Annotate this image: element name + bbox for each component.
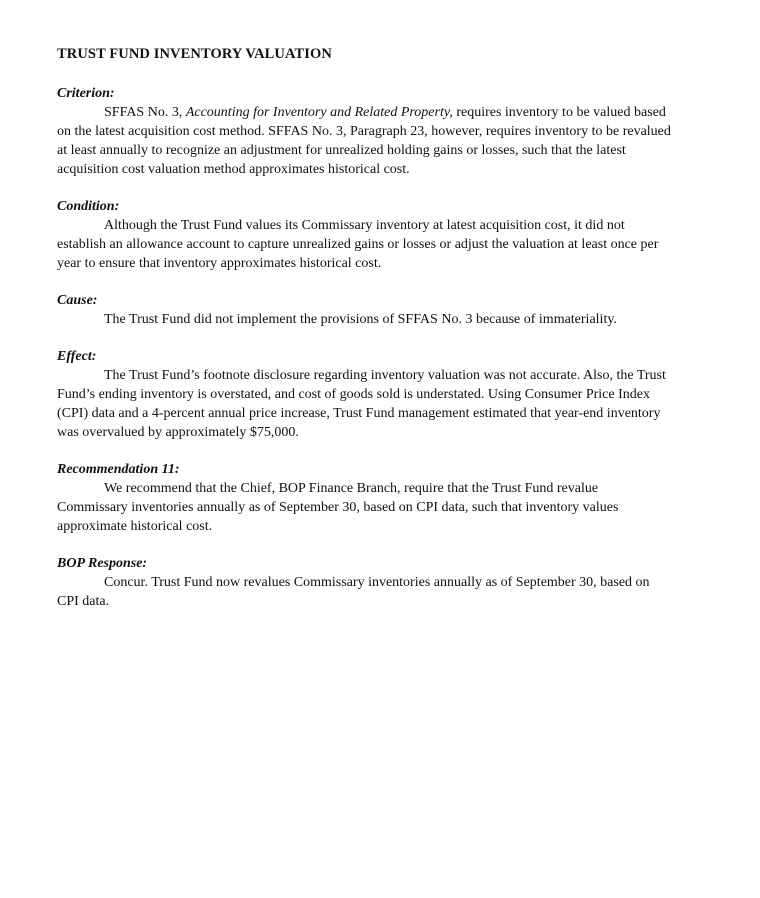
section-condition: [57, 197, 672, 273]
section-criterion: [57, 84, 672, 179]
document-page: [57, 44, 672, 629]
document-title: TRUST FUND INVENTORY VALUATION: [57, 46, 332, 62]
recommendation-heading: Recommendation 11:: [57, 462, 180, 477]
section-cause: [57, 291, 672, 329]
cause-heading: Cause:: [57, 293, 98, 308]
criterion-text-end: requires inventory to be valued based on the latest acquisition cost method. SFFAS No. 3, Paragraph 23, however, requires inventory to be revalued at least annually to recognize an adjustment for unrealized holding gains or losses, such that the latest acquisition cost valuation method approximates historical cost.: [57, 105, 671, 177]
section-response: [57, 554, 672, 611]
section-recommendation: [57, 460, 672, 536]
criterion-paragraph: [57, 103, 672, 179]
condition-heading: Condition:: [57, 199, 120, 214]
criterion-heading: Criterion:: [57, 86, 115, 101]
response-heading: BOP Response:: [57, 556, 148, 571]
criterion-text-start: SFFAS No. 3,: [104, 105, 186, 120]
criterion-standard-title: Accounting for Inventory and Related Property,: [185, 105, 453, 120]
recommendation-paragraph: We recommend that the Chief, BOP Finance Branch, require that the Trust Fund revalue Commissary inventories annually as of September 30, based on CPI data, such that inventory values approximate historical cost.: [57, 481, 619, 534]
effect-heading: Effect:: [57, 349, 97, 364]
condition-paragraph: Although the Trust Fund values its Commissary inventory at latest acquisition cost, it did not establish an allowance account to capture unrealized gains or losses or adjust the valuation at least once per year to ensure that inventory approximates historical cost.: [57, 218, 659, 271]
effect-paragraph: The Trust Fund’s footnote disclosure regarding inventory valuation was not accurate. Also, the Trust Fund’s ending inventory is overstated, and cost of goods sold is understated. Using Consumer Price Index (CPI) data and a 4-percent annual price increase, Trust Fund management estimated that year-end inventory was overvalued by approximately $75,000.: [57, 368, 666, 440]
section-effect: [57, 347, 672, 442]
cause-paragraph: The Trust Fund did not implement the provisions of SFFAS No. 3 because of immateriality.: [104, 312, 617, 327]
response-paragraph: Concur. Trust Fund now revalues Commissary inventories annually as of September 30, based on CPI data.: [57, 575, 650, 609]
